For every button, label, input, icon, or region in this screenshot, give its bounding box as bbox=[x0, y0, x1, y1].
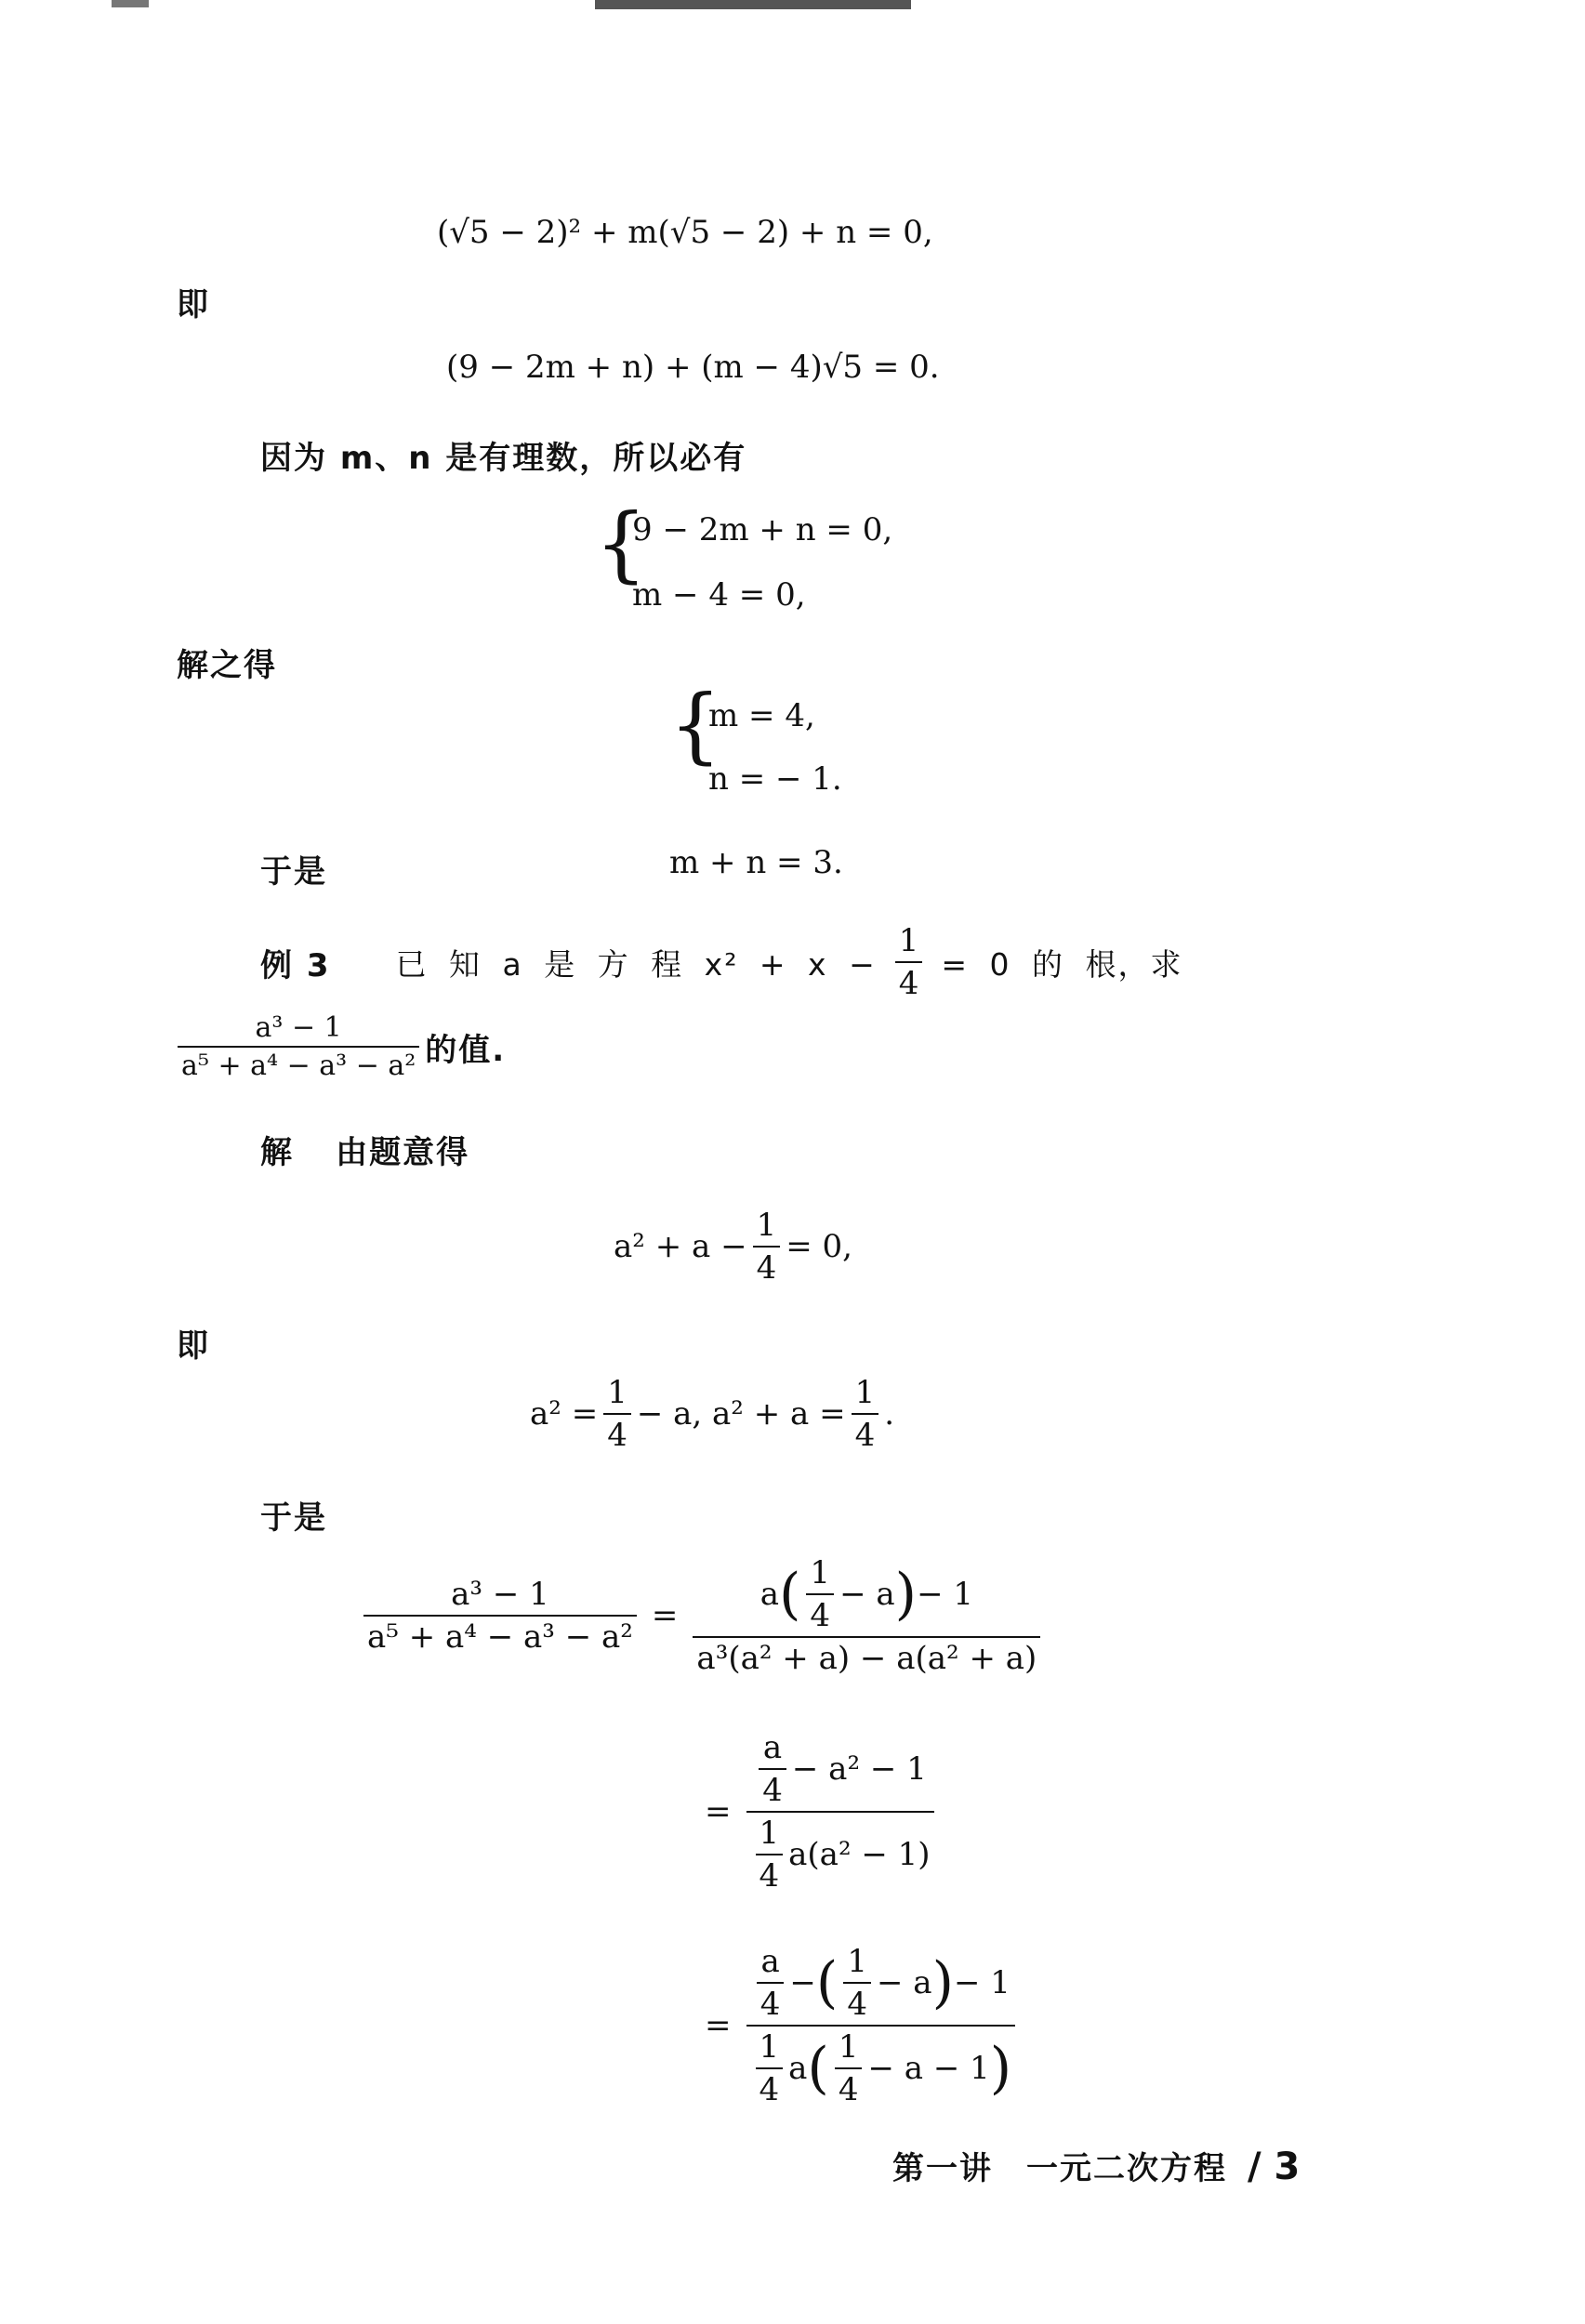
solution-label: 解 bbox=[260, 1134, 294, 1171]
system-brace: { bbox=[669, 677, 721, 772]
equation-2: (9 − 2m + n) + (m − 4)√5 = 0. bbox=[446, 349, 940, 386]
denominator: 4 bbox=[806, 1593, 834, 1634]
derivation-line-1 bbox=[358, 1554, 1046, 1677]
denominator: 4 bbox=[895, 961, 923, 1002]
solution-intro bbox=[260, 1127, 469, 1172]
denominator: 4 bbox=[756, 2067, 784, 2108]
numerator: 1 bbox=[759, 1815, 780, 1852]
numerator: 1 bbox=[607, 1374, 627, 1411]
fraction-one-quarter bbox=[753, 1207, 781, 1287]
numerator: 1 bbox=[759, 2028, 780, 2066]
example-3-expression bbox=[172, 1011, 506, 1082]
system1-line2: m − 4 = 0, bbox=[632, 576, 806, 614]
minus-a: − a bbox=[839, 1576, 895, 1613]
fraction-one-quarter bbox=[843, 1943, 871, 2023]
denominator: 4 bbox=[753, 1246, 781, 1287]
page-number: / 3 bbox=[1248, 2146, 1301, 2188]
numerator: 1 bbox=[810, 1554, 831, 1591]
equals-sign: = bbox=[705, 2007, 732, 2044]
derivation-line-3 bbox=[705, 1943, 1021, 2108]
numerator: 1 bbox=[898, 922, 919, 959]
denominator: a⁵ + a⁴ − a³ − a² bbox=[178, 1046, 419, 1082]
text-because-rational: 因为 m、n 是有理数，所以必有 bbox=[260, 440, 747, 477]
text-ji: 即 bbox=[177, 286, 210, 324]
equation-4 bbox=[530, 1374, 894, 1454]
numerator: 1 bbox=[847, 1943, 867, 1980]
left-paren: ( bbox=[779, 1562, 801, 1627]
minus-one: − 1 bbox=[917, 1576, 973, 1613]
page-footer bbox=[892, 2143, 1300, 2188]
numerator bbox=[747, 1943, 1014, 2025]
equation-3-left: a² + a − bbox=[614, 1228, 747, 1265]
example-label: 例 3 bbox=[260, 946, 331, 984]
fraction-a-quarter bbox=[759, 1729, 786, 1809]
chapter-title: 第一讲 一元二次方程 bbox=[892, 2150, 1227, 2187]
denominator: 4 bbox=[835, 2067, 863, 2108]
equation-4-part-b: − a, a² + a = bbox=[636, 1395, 846, 1433]
system2-line1: m = 4, bbox=[708, 697, 815, 734]
equation-4-part-a: a² = bbox=[530, 1395, 599, 1433]
fraction-target-expression bbox=[178, 1011, 419, 1082]
left-paren: ( bbox=[807, 2036, 829, 2101]
numerator: 1 bbox=[756, 1207, 777, 1244]
numerator: a³ − 1 bbox=[451, 1576, 549, 1613]
minus-one: − 1 bbox=[953, 1964, 1010, 2001]
system1-line1: 9 − 2m + n = 0, bbox=[632, 511, 893, 548]
numerator: 1 bbox=[838, 2028, 859, 2066]
denominator: a³(a² + a) − a(a² + a) bbox=[693, 1636, 1040, 1677]
equation-1: (√5 − 2)² + m(√5 − 2) + n = 0, bbox=[437, 214, 933, 251]
denominator: 4 bbox=[843, 1982, 871, 2023]
equation-3 bbox=[614, 1207, 852, 1287]
right-paren: ) bbox=[931, 1950, 954, 2015]
minus-sign: − bbox=[789, 1964, 816, 2001]
var-a: a bbox=[788, 2050, 808, 2087]
fraction-lhs bbox=[363, 1576, 637, 1656]
right-paren: ) bbox=[989, 2036, 1012, 2101]
right-paren: ) bbox=[894, 1562, 918, 1627]
numerator bbox=[749, 1729, 931, 1811]
scan-artifact bbox=[595, 0, 911, 9]
fraction-one-quarter bbox=[852, 1374, 879, 1454]
denominator: 4 bbox=[757, 1982, 785, 2023]
left-paren: ( bbox=[815, 1950, 839, 2015]
numerator: a bbox=[762, 1729, 783, 1766]
denominator: 4 bbox=[852, 1413, 879, 1454]
denominator: 4 bbox=[756, 1854, 784, 1895]
system-brace: { bbox=[595, 495, 647, 591]
fraction-rhs-2 bbox=[746, 1729, 934, 1895]
denominator bbox=[746, 2025, 1016, 2108]
denominator bbox=[746, 1811, 934, 1895]
fraction-one-quarter bbox=[835, 2028, 863, 2108]
fraction-a-quarter bbox=[757, 1943, 785, 2023]
text-ji: 即 bbox=[177, 1327, 210, 1365]
derivation-line-2 bbox=[705, 1729, 940, 1895]
text-solve: 解之得 bbox=[177, 647, 277, 684]
text-therefore: 于是 bbox=[260, 1499, 327, 1537]
denominator: 4 bbox=[603, 1413, 631, 1454]
example-3-line bbox=[260, 922, 1182, 1002]
equation-3-right: = 0, bbox=[786, 1228, 852, 1265]
example-text-tail: = 0 的 根，求 bbox=[941, 945, 1183, 983]
denominator: 4 bbox=[759, 1768, 786, 1809]
equation-4-part-c: . bbox=[884, 1395, 895, 1433]
denominator-tail: − a − 1 bbox=[867, 2050, 990, 2087]
text-value-of: 的值. bbox=[425, 1031, 507, 1069]
numerator: a bbox=[760, 1943, 780, 1980]
var-a: a bbox=[759, 1576, 779, 1613]
denominator: a⁵ + a⁴ − a³ − a² bbox=[363, 1615, 637, 1656]
numerator: 1 bbox=[854, 1374, 876, 1411]
equation-mn-sum: m + n = 3. bbox=[669, 844, 843, 881]
numerator bbox=[757, 1554, 977, 1636]
fraction-rhs-1 bbox=[693, 1554, 1040, 1677]
fraction-rhs-3 bbox=[746, 1943, 1016, 2108]
numerator: a³ − 1 bbox=[255, 1011, 342, 1044]
equals-sign: = bbox=[651, 1597, 679, 1634]
denominator-tail: a(a² − 1) bbox=[788, 1836, 931, 1873]
system2-line2: n = − 1. bbox=[708, 760, 842, 798]
example-text: 已 知 a 是 方 程 x² + x − bbox=[395, 945, 877, 983]
minus-a: − a bbox=[876, 1964, 932, 2001]
numerator-tail: − a² − 1 bbox=[791, 1750, 927, 1788]
scan-artifact bbox=[112, 0, 149, 7]
fraction-one-quarter bbox=[756, 1815, 784, 1895]
text-therefore: 于是 bbox=[260, 853, 327, 891]
equals-sign: = bbox=[705, 1793, 732, 1830]
fraction-one-quarter bbox=[756, 2028, 784, 2108]
fraction-one-quarter bbox=[603, 1374, 631, 1454]
fraction-one-quarter bbox=[895, 922, 923, 1002]
solution-text: 由题意得 bbox=[336, 1134, 470, 1171]
fraction-one-quarter bbox=[806, 1554, 834, 1634]
